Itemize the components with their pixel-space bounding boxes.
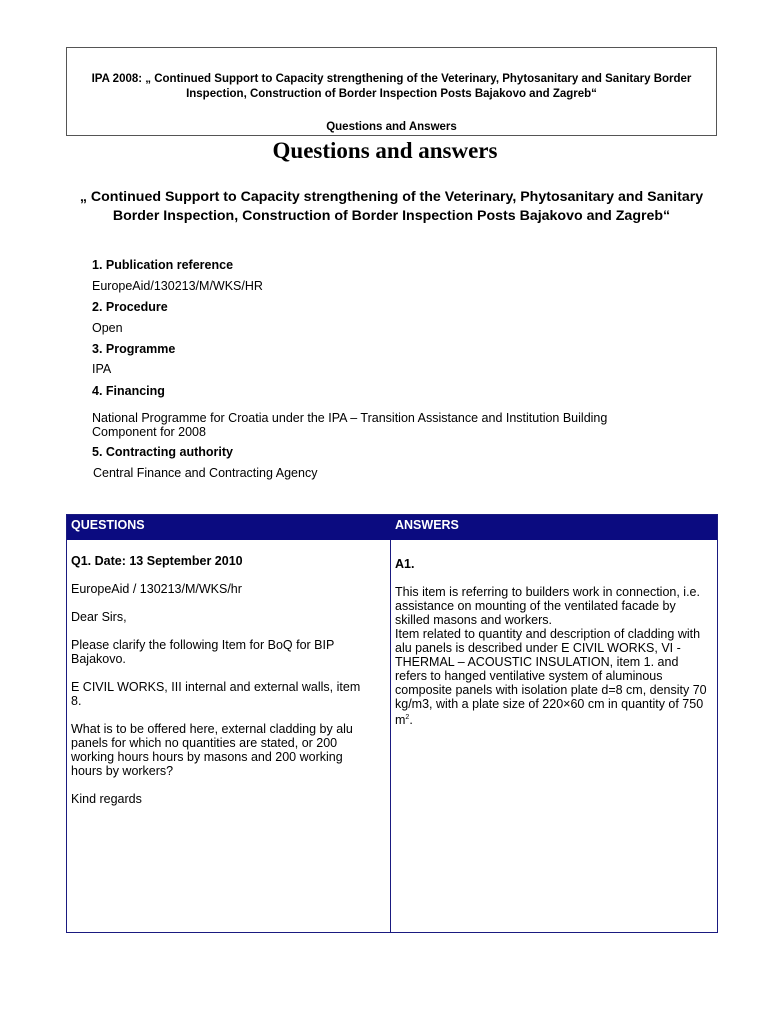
qa-table bbox=[66, 514, 718, 933]
question-closing: Kind regards bbox=[71, 792, 142, 806]
column-divider bbox=[390, 540, 391, 932]
procedure-value: Open bbox=[92, 321, 123, 335]
question-body: What is to be offered here, external cladding by alu panels for which no quantities are stated, or 200 working hours hours by masons and 200 working hours by workers? bbox=[71, 722, 353, 778]
header-subtitle: Questions and Answers bbox=[326, 121, 457, 133]
publication-reference-value: EuropeAid/130213/M/WKS/HR bbox=[92, 279, 263, 293]
qa-table-header bbox=[67, 515, 717, 540]
questions-column-header: QUESTIONS bbox=[71, 518, 145, 532]
document-subtitle: „ Continued Support to Capacity strengthening of the Veterinary, Phytosanitary and Sanitary Border Inspection, Construction of Border Inspection Posts Bajakovo and Zagreb“ bbox=[79, 189, 704, 224]
contracting-authority-value: Central Finance and Contracting Agency bbox=[93, 466, 318, 480]
publication-reference-label: 1. Publication reference bbox=[92, 258, 234, 272]
question-date: Q1. Date: 13 September 2010 bbox=[71, 554, 243, 568]
financing-label: 4. Financing bbox=[92, 384, 165, 398]
financing-value: National Programme for Croatia under the IPA – Transition Assistance and Institution Building Component for 2008 bbox=[92, 411, 608, 439]
answer-end: . bbox=[409, 713, 413, 728]
answer-text-block bbox=[395, 585, 713, 727]
header-title: IPA 2008: „ Continued Support to Capacity strengthening of the Veterinary, Phytosanitary and Sanitary Border Inspection, Construction of Border Inspection Posts Bajakovo and Zagreb“ bbox=[91, 73, 692, 100]
answer-superscript: 2 bbox=[405, 714, 410, 721]
answers-column-header: ANSWERS bbox=[395, 518, 459, 532]
question-salutation: Dear Sirs, bbox=[71, 610, 127, 624]
programme-label: 3. Programme bbox=[92, 342, 176, 356]
question-request: Please clarify the following Item for BoQ for BIP Bajakovo. bbox=[71, 638, 335, 666]
programme-value: IPA bbox=[92, 362, 112, 376]
question-reference: EuropeAid / 130213/M/WKS/hr bbox=[71, 582, 242, 596]
answer-text: This item is referring to builders work in connection, i.e. assistance on mounting of the ventilated facade by skilled masons and workers. Item related to quantity and description of cladding with alu panels is described under E CIVIL WORKS, VI - THERMAL – ACOUSTIC INSULATION, item 1. and refers to hanged ventilative system of aluminous composite panels with isolation plate d=8 cm, density 70 kg/m3, with a plate size of 220×60 cm in quantity of 750 m bbox=[395, 585, 707, 728]
header-box bbox=[66, 47, 717, 136]
contracting-authority-label: 5. Contracting authority bbox=[92, 445, 233, 459]
question-cell bbox=[71, 554, 371, 806]
question-item: E CIVIL WORKS, III internal and external walls, item 8. bbox=[71, 680, 361, 708]
answer-id: A1. bbox=[395, 557, 415, 571]
procedure-label: 2. Procedure bbox=[92, 300, 168, 314]
page-title: Questions and answers bbox=[272, 138, 498, 163]
answer-cell bbox=[395, 557, 713, 727]
